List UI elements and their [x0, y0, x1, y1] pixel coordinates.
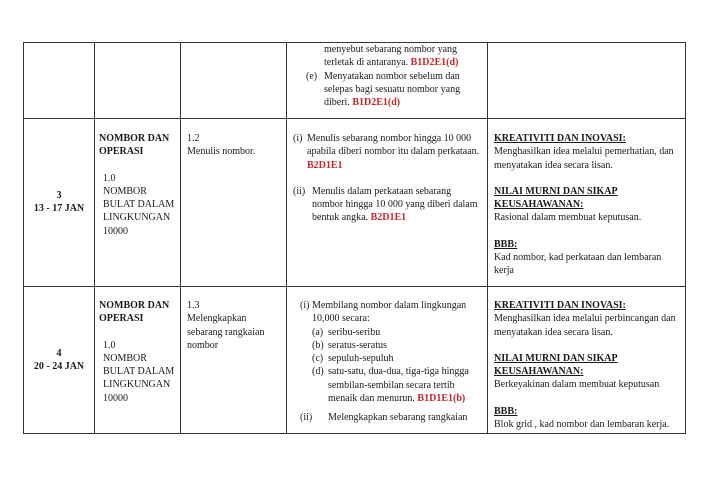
learning-area-cell	[99, 299, 179, 405]
col-line-2	[180, 42, 181, 434]
notes-heading: NILAI MURNI DAN SIKAP	[494, 352, 618, 364]
notes-text: menyatakan idea secara lisan.	[494, 159, 613, 171]
sub-item-a	[300, 326, 485, 339]
unit-number: 1.0	[103, 172, 116, 184]
unit-line: BULAT DALAM	[103, 366, 175, 378]
week-number: 4	[56, 348, 62, 359]
list-marker: (d)	[312, 366, 324, 378]
notes-text: Rasional dalam membuat keputusan.	[494, 212, 642, 224]
list-marker: (c)	[312, 353, 324, 365]
col-line-1	[94, 42, 95, 434]
sub-item-text: sepuluh-sepuluh	[328, 353, 394, 365]
notes-cell	[494, 132, 684, 278]
table-border-bottom	[23, 433, 686, 434]
item-e-line-1: Menyatakan nombor sebelum dan	[324, 70, 460, 82]
notes-text: Kad nombor, kad perkataan dan lembaran	[494, 252, 662, 264]
notes-text: Blok grid , kad nombor dan lembaran kerja.	[494, 419, 670, 431]
objective-line: Melengkapkan sebarang rangkaian	[328, 412, 468, 424]
content-standard-cell	[187, 299, 283, 352]
objective-text: bentuk angka.	[312, 212, 371, 224]
list-marker: (ii)	[300, 412, 313, 424]
unit-line: NOMBOR	[103, 352, 147, 364]
col-line-5	[685, 42, 686, 434]
list-marker: (e)	[306, 70, 318, 82]
notes-heading: KREATIVITI DAN INOVASI:	[494, 133, 626, 144]
objective-line	[312, 211, 485, 224]
learning-area-line-1: NOMBOR DAN	[99, 133, 170, 144]
notes-text: Menghasilkan idea melalui pemerhatian, dan	[494, 146, 674, 158]
learning-code: B1D2E1(d)	[410, 57, 459, 69]
week-number: 3	[56, 190, 62, 201]
objective-line: Menulis sebarang nombor hingga 10 000	[307, 133, 472, 144]
sub-item-d	[300, 365, 485, 405]
objective-i	[300, 299, 485, 326]
notes-text: menyatakan idea secara lisan.	[494, 326, 613, 338]
objective-i	[293, 132, 485, 172]
notes-text: Berkeyakinan dalam membuat keputusan	[494, 379, 660, 391]
learning-code: B2D1E1	[307, 159, 343, 171]
sub-item-b	[300, 339, 485, 352]
unit-number: 1.0	[103, 339, 116, 351]
notes-heading: KEUSAHAWANAN:	[494, 366, 584, 378]
standard-line: sebarang rangkaian	[187, 326, 265, 338]
col-line-0	[23, 42, 24, 434]
notes-text: Menghasilkan idea melalui perbincangan dan	[494, 313, 676, 325]
continuation-line-1: menyebut sebarang nombor yang	[324, 44, 458, 55]
objective-ii	[300, 411, 485, 424]
learning-code: B1D1E1(b)	[417, 393, 466, 405]
row-divider-1	[23, 118, 686, 119]
notes-cell	[494, 299, 684, 431]
sub-item-text: sembilan-sembilan secara tertib	[328, 379, 455, 391]
learning-area-line-1: NOMBOR DAN	[99, 300, 170, 311]
list-marker: (i)	[300, 300, 310, 311]
list-marker: (i)	[293, 133, 303, 144]
standard-number: 1.3	[187, 300, 200, 311]
learning-area-line-2: OPERASI	[99, 146, 144, 158]
notes-heading: NILAI MURNI DAN SIKAP	[494, 185, 618, 197]
standard-line: nombor	[187, 339, 219, 351]
learning-code: B1D2E1(d)	[352, 97, 401, 109]
item-e-line-3	[324, 96, 483, 109]
learning-standard-cell	[300, 299, 485, 425]
objective-line: apabila diberi nombor itu dalam perkataan.	[307, 146, 480, 158]
list-marker: (b)	[312, 339, 324, 351]
notes-heading: KEUSAHAWANAN:	[494, 199, 584, 211]
week-dates: 13 - 17 JAN	[33, 203, 85, 215]
standard-line: Melengkapkan	[187, 313, 247, 325]
notes-heading: KREATIVITI DAN INOVASI:	[494, 300, 626, 311]
list-item-e	[303, 70, 483, 110]
learning-standard-cell	[293, 132, 485, 225]
row-divider-2	[23, 286, 686, 287]
unit-line: BULAT DALAM	[103, 199, 175, 211]
objective-ii	[293, 185, 485, 225]
notes-heading: BBB:	[494, 405, 518, 417]
standard-number: 1.2	[187, 133, 200, 144]
item-e-line-2: selepas bagi sesuatu nombor yang	[324, 83, 461, 95]
continuation-cell	[303, 43, 483, 109]
objective-line: Menulis dalam perkataan sebarang	[312, 185, 452, 197]
notes-text: kerja	[494, 265, 514, 277]
sub-item-text	[328, 392, 485, 405]
unit-line: LINGKUNGAN	[103, 212, 171, 224]
week-cell-4	[24, 347, 94, 374]
list-marker: (a)	[312, 326, 324, 338]
list-marker: (ii)	[293, 185, 306, 197]
objective-line: Membilang nombor dalam lingkungan	[312, 300, 467, 311]
sub-item-text-part: menaik dan menurun.	[328, 393, 418, 405]
learning-area-line-2: OPERASI	[99, 313, 144, 325]
notes-heading: BBB:	[494, 238, 518, 250]
unit-line: 10000	[103, 392, 128, 404]
col-line-4	[487, 42, 488, 434]
col-line-3	[286, 42, 287, 434]
objective-line: nombor hingga 10 000 yang diberi dalam	[312, 199, 478, 211]
learning-code: B2D1E1	[370, 212, 407, 224]
week-cell-3	[24, 189, 94, 216]
unit-line: 10000	[103, 225, 128, 237]
standard-line: Menulis nombor.	[187, 146, 256, 158]
learning-area-cell	[99, 132, 179, 238]
objective-line: 10,000 secara:	[312, 313, 370, 325]
week-dates: 20 - 24 JAN	[33, 361, 85, 373]
sub-item-c	[300, 352, 485, 365]
sub-item-text: seratus-seratus	[328, 339, 387, 351]
sub-item-text: satu-satu, dua-dua, tiga-tiga hingga	[328, 366, 469, 378]
content-standard-cell	[187, 132, 283, 159]
item-e-text: diberi.	[324, 97, 353, 109]
unit-line: LINGKUNGAN	[103, 379, 171, 391]
continuation-line-2	[303, 56, 483, 69]
continuation-text: terletak di antaranya.	[324, 57, 411, 69]
sub-item-text: seribu-seribu	[328, 326, 381, 338]
unit-line: NOMBOR	[103, 185, 147, 197]
